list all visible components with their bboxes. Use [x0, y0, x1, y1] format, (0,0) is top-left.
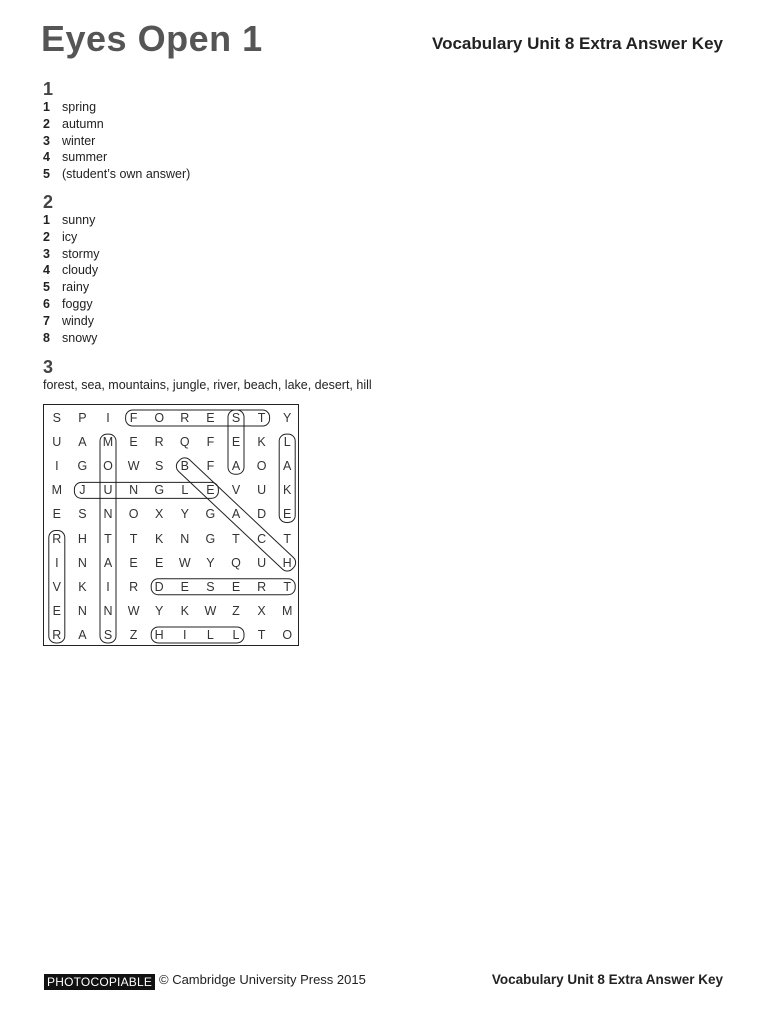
grid-letter: S: [103, 627, 113, 642]
section-3-number: 3: [43, 357, 54, 377]
grid-letter: S: [78, 507, 87, 522]
grid-letter: W: [127, 603, 140, 618]
grid-letter: I: [106, 579, 110, 594]
grid-letter: N: [77, 555, 87, 570]
page-subtitle: Vocabulary Unit 8 Extra Answer Key: [432, 34, 723, 53]
grid-letter: E: [180, 579, 189, 594]
grid-letter: U: [103, 483, 113, 498]
grid-letter: G: [77, 459, 88, 474]
grid-letter: J: [79, 483, 86, 498]
grid-letter: V: [52, 579, 61, 594]
grid-letter: Y: [283, 411, 292, 426]
list-item: 1 sunny: [43, 213, 96, 227]
grid-letter: Z: [129, 627, 138, 642]
grid-letter: Y: [155, 603, 164, 618]
grid-letter: K: [283, 483, 292, 498]
grid-letter: I: [106, 411, 110, 426]
photocopiable-badge: PHOTOCOPIABLE: [44, 974, 155, 990]
list-item: 2 icy: [43, 229, 78, 244]
grid-letter: N: [180, 531, 190, 546]
grid-letter: Z: [232, 603, 240, 618]
grid-letter: R: [52, 531, 62, 546]
grid-letter: Y: [206, 555, 215, 570]
grid-letter: S: [52, 411, 61, 426]
list-item: 4 cloudy: [43, 263, 99, 278]
grid-letter: V: [231, 483, 241, 498]
grid-letter: W: [127, 459, 140, 474]
grid-letter: E: [129, 435, 138, 450]
grid-letter: N: [103, 507, 113, 522]
grid-letter: I: [55, 459, 59, 474]
grid-letter: S: [231, 411, 241, 426]
grid-letter: I: [183, 627, 187, 642]
grid-letter: E: [52, 507, 61, 522]
section-2-list: [43, 212, 100, 346]
copyright-text: © Cambridge University Press 2015: [159, 972, 366, 987]
grid-letter: H: [282, 555, 292, 570]
grid-letter: G: [154, 483, 165, 498]
grid-letter: Q: [231, 555, 241, 570]
grid-letter: E: [52, 603, 61, 618]
list-item: 1 spring: [43, 100, 97, 114]
grid-letter: C: [257, 531, 267, 546]
grid-letter: P: [78, 411, 87, 426]
grid-letter: T: [257, 627, 266, 642]
grid-letter: L: [232, 627, 240, 642]
grid-letter: H: [77, 531, 87, 546]
grid-letter: D: [257, 507, 267, 522]
grid-letter: T: [257, 411, 266, 426]
grid-letter: W: [204, 603, 217, 618]
grid-letter: X: [155, 507, 164, 522]
grid-letter: K: [180, 603, 189, 618]
grid-letter: S: [206, 579, 215, 594]
section-2-number: 2: [43, 192, 54, 212]
grid-letter: N: [129, 483, 139, 498]
page-title: Eyes Open 1: [41, 18, 263, 59]
grid-letter: L: [181, 483, 189, 498]
grid-letter: E: [206, 411, 215, 426]
grid-letter: L: [206, 627, 214, 642]
grid-letter: E: [206, 483, 215, 498]
grid-letter: Y: [180, 507, 189, 522]
list-item: 5 (student’s own answer): [43, 167, 191, 182]
list-item: 3 winter: [43, 133, 96, 148]
grid-letter: T: [283, 531, 291, 546]
section-1-number: 1: [43, 79, 54, 99]
grid-letter: I: [55, 555, 59, 570]
grid-letter: T: [129, 531, 138, 546]
grid-letter: A: [283, 459, 292, 474]
list-item: 8 snowy: [43, 330, 98, 345]
list-item: 3 stormy: [43, 246, 100, 261]
grid-letter: O: [128, 507, 139, 522]
grid-letter: E: [155, 555, 164, 570]
grid-letter: O: [154, 411, 165, 426]
list-item: 4 summer: [43, 150, 108, 165]
grid-letter: G: [205, 507, 216, 522]
section-3-answer: forest, sea, mountains, jungle, river, beach, lake, desert, hill: [43, 378, 372, 392]
grid-letter: N: [77, 603, 87, 618]
section-1-list: [43, 99, 190, 183]
grid-letter: E: [231, 579, 241, 594]
grid-letter: L: [283, 435, 291, 450]
footer-title: Vocabulary Unit 8 Extra Answer Key: [491, 972, 723, 987]
grid-letter: K: [78, 579, 87, 594]
grid-letter: E: [283, 507, 292, 522]
list-item: 5 rainy: [43, 280, 90, 295]
grid-letter: R: [257, 579, 267, 594]
grid-letter: U: [257, 483, 267, 498]
grid-letter: O: [282, 627, 293, 642]
grid-letter: M: [281, 603, 293, 618]
grid-letter: F: [206, 435, 215, 450]
grid-letter: A: [78, 435, 87, 450]
grid-letter: A: [103, 555, 113, 570]
grid-letter: K: [257, 435, 266, 450]
grid-letter: R: [129, 579, 139, 594]
grid-letter: E: [231, 435, 241, 450]
grid-letter: A: [231, 507, 241, 522]
grid-letter: O: [256, 459, 267, 474]
list-item: 7 windy: [43, 313, 94, 328]
grid-letter: A: [78, 627, 87, 642]
grid-letter: T: [232, 531, 240, 546]
grid-letter: X: [257, 603, 266, 618]
list-item: 2 autumn: [43, 116, 104, 131]
grid-letter: M: [51, 483, 63, 498]
grid-letter: A: [231, 459, 241, 474]
grid-letter: N: [103, 603, 113, 618]
grid-letter: R: [154, 435, 164, 450]
grid-letter: M: [102, 435, 114, 450]
grid-letter: Q: [179, 435, 190, 450]
grid-letter: H: [154, 627, 164, 642]
grid-letter: R: [52, 627, 62, 642]
grid-letter: U: [257, 555, 267, 570]
list-item: 6 foggy: [43, 296, 93, 311]
grid-letter: B: [180, 459, 189, 474]
grid-letter: K: [155, 531, 164, 546]
grid-letter: T: [283, 579, 291, 594]
grid-letter: D: [154, 579, 164, 594]
grid-letter: O: [103, 459, 113, 474]
grid-letter: E: [129, 555, 138, 570]
grid-letter: G: [205, 531, 216, 546]
grid-letter: R: [180, 411, 190, 426]
grid-letter: W: [178, 555, 191, 570]
grid-letter: F: [206, 459, 215, 474]
grid-letter: F: [129, 411, 138, 426]
grid-letter: T: [104, 531, 112, 546]
grid-letter: S: [155, 459, 164, 474]
grid-letter: U: [52, 435, 62, 450]
word-search-grid: [43, 404, 299, 646]
